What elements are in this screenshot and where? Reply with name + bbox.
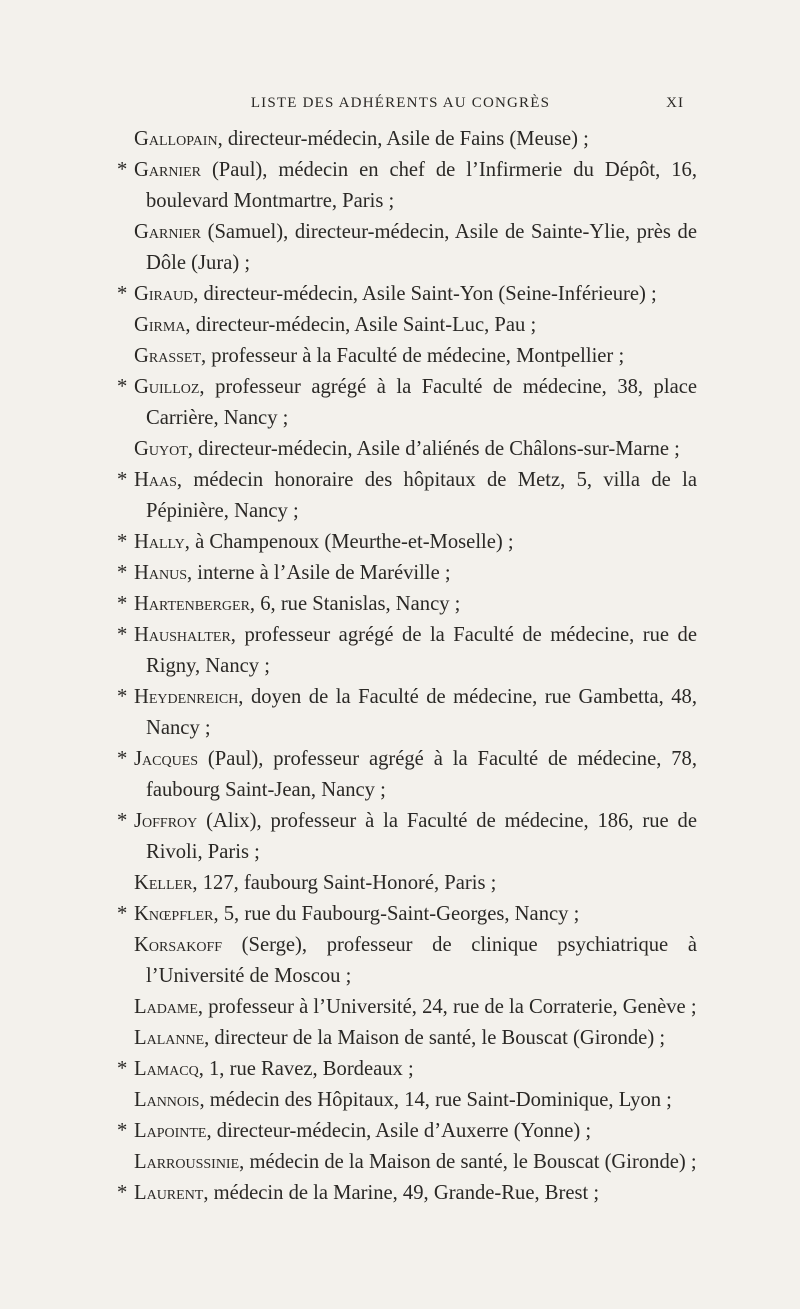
member-marker: * — [117, 748, 128, 770]
member-entry — [117, 1023, 697, 1054]
member-entry — [117, 310, 697, 341]
member-marker: * — [117, 1120, 128, 1142]
member-marker: * — [117, 159, 128, 181]
member-name: Laurent, — [134, 1182, 209, 1204]
member-marker: * — [117, 686, 128, 708]
member-name: Keller, — [134, 872, 198, 894]
member-details: professeur à la Faculté de médecine, Montpellier ; — [206, 345, 625, 367]
member-details: directeur-médecin, Asile de Fains (Meuse) ; — [222, 128, 589, 150]
member-entry — [117, 1085, 697, 1116]
member-marker: * — [117, 903, 128, 925]
member-entry — [117, 589, 697, 620]
member-name: Jacques — [134, 748, 199, 770]
member-marker: * — [117, 376, 128, 398]
member-name: Heydenreich, — [134, 686, 244, 708]
member-entry — [117, 682, 697, 744]
member-marker: * — [117, 593, 128, 615]
member-details: (Paul), médecin en chef de l’Infirmerie du Dépôt, 16, boulevard Montmartre, Paris ; — [146, 159, 697, 212]
member-name: Garnier — [134, 221, 201, 243]
member-name: Guyot, — [134, 438, 193, 460]
member-details: (Alix), professeur à la Faculté de médecine, 186, rue de Rivoli, Paris ; — [146, 810, 697, 863]
member-entry — [117, 217, 697, 279]
member-name: Lalanne, — [134, 1027, 210, 1049]
member-entry — [117, 899, 697, 930]
member-entry — [117, 1147, 697, 1178]
page-number: XI — [666, 95, 684, 111]
member-entry — [117, 434, 697, 465]
member-name: Larroussinie, — [134, 1151, 245, 1173]
member-marker: * — [117, 283, 128, 305]
member-entry — [117, 1116, 697, 1147]
member-details: (Serge), professeur de clinique psychiatrique à l’Université de Moscou ; — [146, 934, 697, 987]
member-entry — [117, 558, 697, 589]
member-name: Garnier — [134, 159, 201, 181]
member-details: (Samuel), directeur-médecin, Asile de Sainte-Ylie, près de Dôle (Jura) ; — [146, 221, 697, 274]
member-details: (Paul), professeur agrégé à la Faculté de médecine, 78, faubourg Saint-Jean, Nancy ; — [146, 748, 697, 801]
member-details: 5, rue du Faubourg-Saint-Georges, Nancy ; — [218, 903, 580, 925]
member-entry — [117, 124, 697, 155]
member-name: Haas, — [134, 469, 183, 491]
member-name: Gallopain, — [134, 128, 223, 150]
member-entry — [117, 930, 697, 992]
member-details: directeur-médecin, Asile Saint-Luc, Pau ; — [190, 314, 537, 336]
member-entry — [117, 341, 697, 372]
member-details: directeur-médecin, Asile d’aliénés de Châlons-sur-Marne ; — [192, 438, 680, 460]
member-name: Guilloz, — [134, 376, 205, 398]
member-name: Lapointe, — [134, 1120, 212, 1142]
member-marker: * — [117, 1058, 128, 1080]
member-details: 127, faubourg Saint-Honoré, Paris ; — [197, 872, 497, 894]
member-marker: * — [117, 469, 128, 491]
member-details: 1, rue Ravez, Bordeaux ; — [203, 1058, 414, 1080]
member-name: Joffroy — [134, 810, 198, 832]
member-name: Haushalter, — [134, 624, 236, 646]
member-details: 6, rue Stanislas, Nancy ; — [255, 593, 461, 615]
member-details: interne à l’Asile de Maréville ; — [192, 562, 451, 584]
member-entry — [117, 279, 697, 310]
member-marker: * — [117, 810, 128, 832]
running-header — [117, 95, 684, 123]
member-details: médecin de la Maison de santé, le Bouscat (Gironde) ; — [244, 1151, 697, 1173]
member-details: directeur de la Maison de santé, le Bouscat (Gironde) ; — [209, 1027, 666, 1049]
member-details: médecin des Hôpitaux, 14, rue Saint-Dominique, Lyon ; — [204, 1089, 672, 1111]
member-list — [117, 124, 697, 1209]
member-name: Korsakoff — [134, 934, 223, 956]
member-entry — [117, 806, 697, 868]
member-entry — [117, 465, 697, 527]
member-name: Hanus, — [134, 562, 193, 584]
member-name: Giraud, — [134, 283, 199, 305]
member-details: à Champenoux (Meurthe-et-Moselle) ; — [189, 531, 514, 553]
member-entry — [117, 992, 697, 1023]
header-title: LISTE DES ADHÉRENTS AU CONGRÈS — [250, 95, 551, 111]
member-name: Hartenberger, — [134, 593, 256, 615]
member-entry — [117, 527, 697, 558]
member-details: directeur-médecin, Asile Saint-Yon (Seine-Inférieure) ; — [198, 283, 657, 305]
member-name: Girma, — [134, 314, 191, 336]
member-marker: * — [117, 562, 128, 584]
member-entry — [117, 744, 697, 806]
member-entry — [117, 868, 697, 899]
member-details: médecin honoraire des hôpitaux de Metz, 5, villa de la Pépinière, Nancy ; — [146, 469, 697, 522]
member-name: Grasset, — [134, 345, 207, 367]
member-entry — [117, 155, 697, 217]
member-marker: * — [117, 624, 128, 646]
member-details: médecin de la Marine, 49, Grande-Rue, Brest ; — [208, 1182, 600, 1204]
member-name: Lamacq, — [134, 1058, 204, 1080]
member-details: professeur agrégé à la Faculté de médecine, 38, place Carrière, Nancy ; — [146, 376, 697, 429]
member-name: Ladame, — [134, 996, 204, 1018]
member-details: professeur agrégé de la Faculté de médecine, rue de Rigny, Nancy ; — [146, 624, 697, 677]
member-entry — [117, 1054, 697, 1085]
member-marker: * — [117, 1182, 128, 1204]
member-details: professeur à l’Université, 24, rue de la Corraterie, Genève ; — [203, 996, 697, 1018]
member-entry — [117, 620, 697, 682]
member-details: doyen de la Faculté de médecine, rue Gambetta, 48, Nancy ; — [146, 686, 697, 739]
member-marker: * — [117, 531, 128, 553]
member-name: Lannois, — [134, 1089, 205, 1111]
member-entry — [117, 1178, 697, 1209]
member-name: Knœpfler, — [134, 903, 219, 925]
member-entry — [117, 372, 697, 434]
member-name: Hally, — [134, 531, 190, 553]
member-details: directeur-médecin, Asile d’Auxerre (Yonne) ; — [211, 1120, 592, 1142]
